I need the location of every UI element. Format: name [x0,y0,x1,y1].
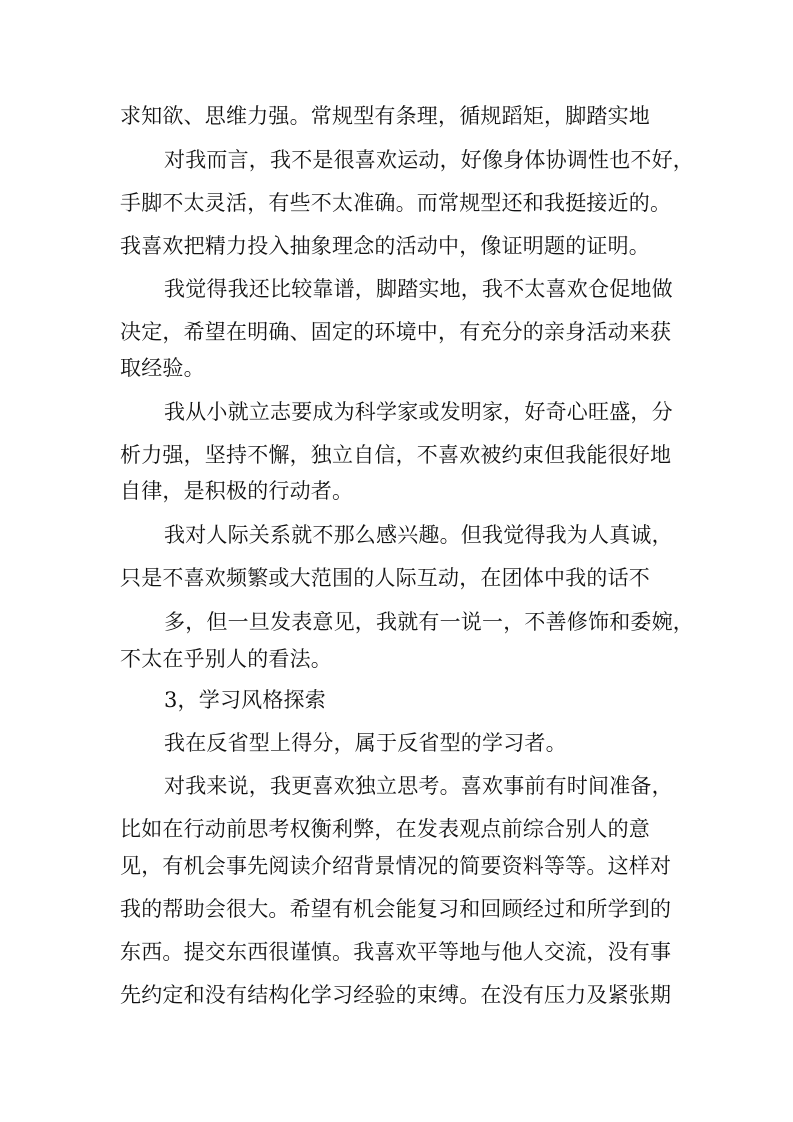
paragraph-line: 我的帮助会很大。希望有机会能复习和回顾经过和所学到的 [120,897,672,921]
paragraph-line: 求知欲、思维力强。常规型有条理，循规蹈矩，脚踏实地 [120,104,650,128]
paragraph-line: 对我来说，我更喜欢独立思考。喜欢事前有时间准备， [164,774,673,798]
paragraph-line: 对我而言，我不是很喜欢运动，好像身体协调性也不好， [164,148,694,172]
paragraph-line: 我对人际关系就不那么感兴趣。但我觉得我为人真诚， [164,523,673,547]
paragraph-line: 我从小就立志要成为科学家或发明家，好奇心旺盛，分 [164,400,673,424]
paragraph-line: 自律，是积极的行动者。 [120,479,354,503]
paragraph-line: 决定，希望在明确、固定的环境中，有充分的亲身活动来获 [120,320,672,344]
paragraph-line: 东西。提交东西很谨慎。我喜欢平等地与他人交流，没有事 [120,940,672,964]
paragraph-line: 比如在行动前思考权衡利弊，在发表观点前综合别人的意 [120,817,650,841]
paragraph-line: 我喜欢把精力投入抽象理念的活动中，像证明题的证明。 [120,234,650,258]
paragraph-line: 手脚不太灵活，有些不太准确。而常规型还和我挺接近的。 [120,191,672,215]
paragraph-line: 我觉得我还比较靠谱，脚踏实地，我不太喜欢仓促地做 [164,277,673,301]
section-heading: 3，学习风格探索 [164,688,326,712]
paragraph-line: 我在反省型上得分，属于反省型的学习者。 [164,731,567,755]
paragraph-line: 析力强，坚持不懈，独立自信，不喜欢被约束但我能很好地 [120,443,672,467]
paragraph-line: 多，但一旦发表意见，我就有一说一，不善修饰和委婉， [164,610,694,634]
paragraph-line: 只是不喜欢频繁或大范围的人际互动，在团体中我的话不 [120,566,650,590]
paragraph-line: 取经验。 [120,356,205,380]
paragraph-line: 不太在乎别人的看法。 [120,647,332,671]
paragraph-line: 先约定和没有结构化学习经验的束缚。在没有压力及紧张期 [120,983,672,1007]
paragraph-line: 见，有机会事先阅读介绍背景情况的简要资料等等。这样对 [120,854,672,878]
